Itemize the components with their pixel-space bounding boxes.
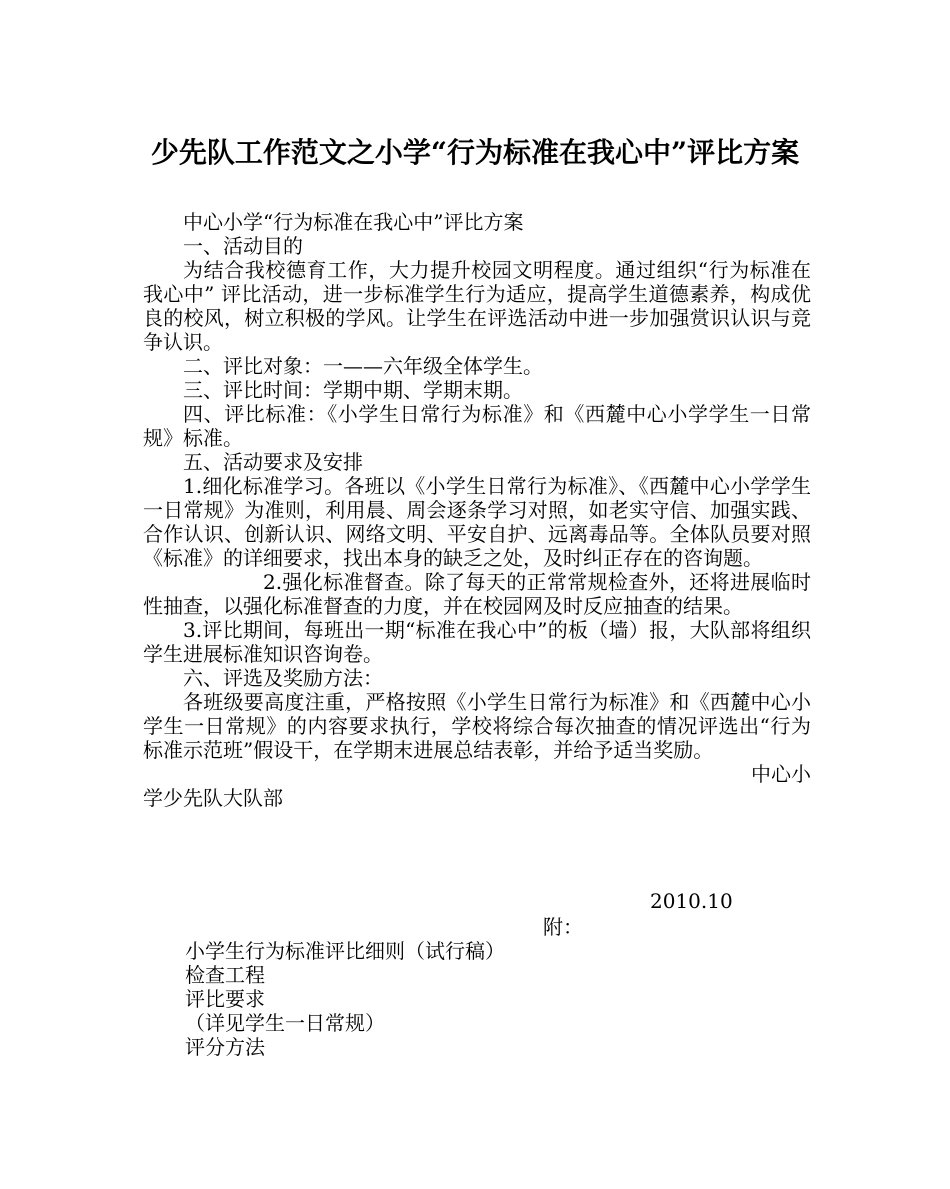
attachment-item-inspection: 检查工程	[185, 963, 265, 987]
section-time: 三、评比时间：学期中期、学期末期。	[183, 378, 523, 402]
attachment-label: 附：	[543, 915, 583, 939]
section-purpose-heading: 一、活动目的	[183, 234, 303, 258]
signature-line-2: 学少先队大队部	[143, 786, 283, 810]
plan-heading: 中心小学“行为标准在我心中”评比方案	[183, 210, 524, 234]
attachment-item-rules: 小学生行为标准评比细则（试行稿）	[185, 939, 505, 963]
signature-line-1: 中心小	[751, 762, 811, 786]
document-date: 2010.10	[650, 889, 733, 913]
section-requirements-heading: 五、活动要求及安排	[183, 450, 363, 474]
document-body	[143, 210, 811, 810]
requirement-item-2: 2.强化标准督查。除了每天的正常常规检查外，还将进展临时性抽查，以强化标准督查的力度，并在校园网及时反应抽查的结果。	[143, 570, 811, 618]
section-target: 二、评比对象：一——六年级全体学生。	[183, 354, 543, 378]
awards-paragraph: 各班级要高度注重，严格按照《小学生日常行为标准》和《西麓中心小学生一日常规》的内容要求执行，学校将综合每次抽查的情况评选出“行为标准示范班”假设干，在学期末进展总结表彰，并给予适当奖励。	[143, 690, 811, 762]
attachment-item-criteria: 评比要求	[185, 987, 265, 1011]
section-standard: 四、评比标准：《小学生日常行为标准》和《西麓中心小学学生一日常规》标准。	[143, 402, 811, 450]
attachment-item-scoring: 评分方法	[185, 1035, 265, 1059]
attachment-list	[185, 939, 505, 1059]
requirement-item-1: 1.细化标准学习。各班以《小学生日常行为标准》、《西麓中心小学学生一日常规》为准则，利用晨、周会逐条学习对照，如老实守信、加强实践、合作认识、创新认识、网络文明、平安自护、远离毒品等。全体队员要对照《标准》的详细要求，找出本身的缺乏之处，及时纠正存在的咨询题。	[143, 474, 811, 570]
document-title: 少先队工作范文之小学“行为标准在我心中”评比方案	[150, 136, 800, 169]
requirement-item-3: 3.评比期间，每班出一期“标准在我心中”的板（墙）报，大队部将组织学生进展标准知识咨询卷。	[143, 618, 811, 666]
section-awards-heading: 六、评选及奖励方法：	[183, 666, 383, 690]
purpose-paragraph: 为结合我校德育工作，大力提升校园文明程度。通过组织“行为标准在我心中” 评比活动，进一步标准学生行为适应，提高学生道德素养，构成优良的校风，树立积极的学风。让学生在评选活动中进一步加强赏识认识与竞争认识。	[143, 258, 811, 354]
attachment-item-reference: （详见学生一日常规）	[185, 1011, 385, 1035]
